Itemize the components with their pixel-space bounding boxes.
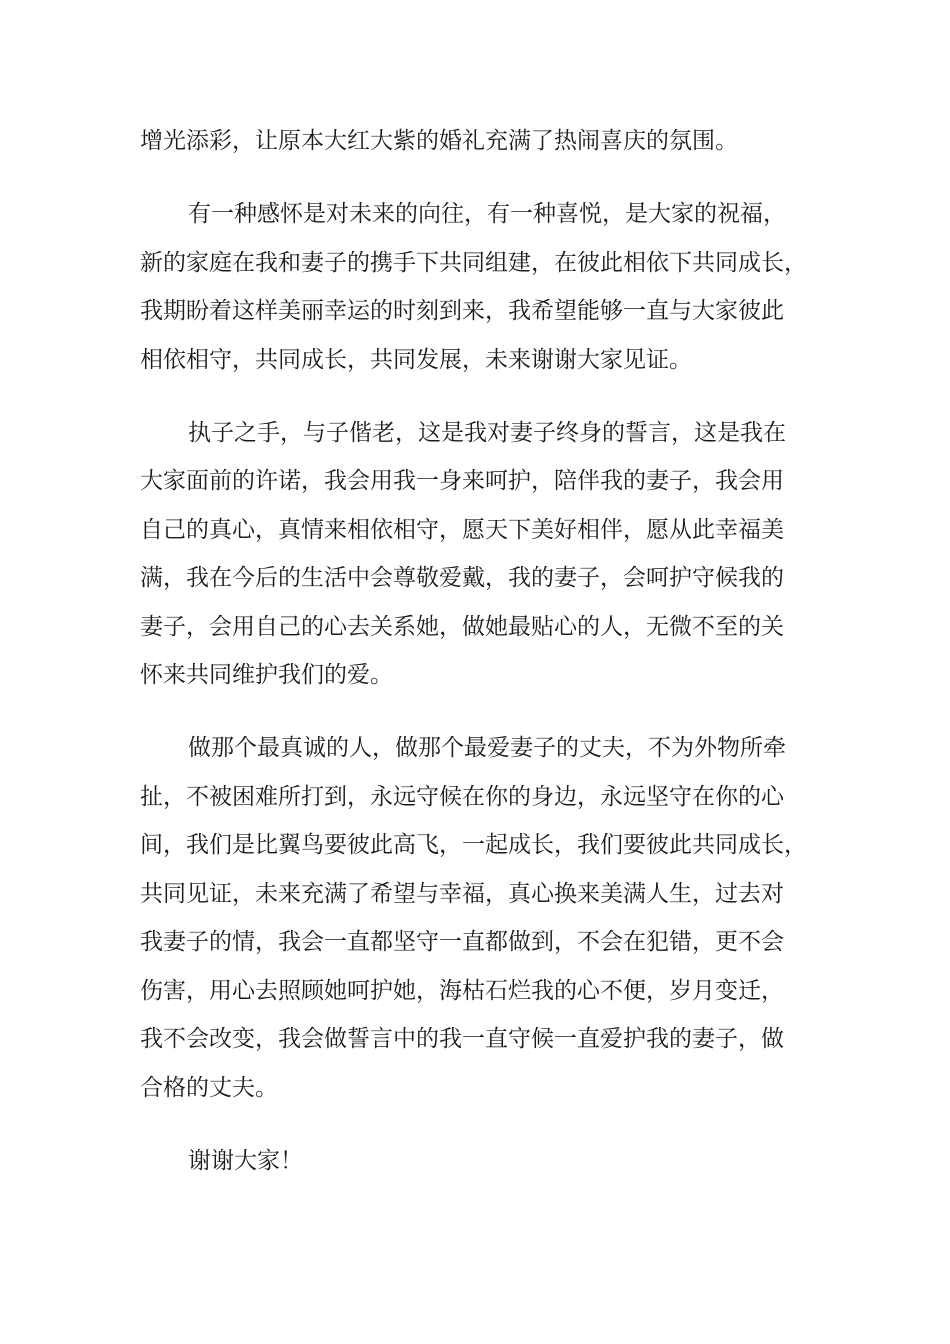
text-line: 谢谢大家！: [188, 1147, 303, 1174]
paragraph-4: [140, 724, 830, 1112]
text-line: 间，我们是比翼鸟要彼此高飞，一起成长，我们要彼此共同成长，: [140, 832, 807, 858]
document-body: [140, 117, 830, 1210]
text-line: 自己的真心，真情来相依相守，愿天下美好相伴，愿从此幸福美: [140, 516, 784, 543]
text-line: 妻子，会用自己的心去关系她，做她最贴心的人，无微不至的关: [140, 613, 784, 640]
text-line: 我妻子的情，我会一直都坚守一直都做到，不会在犯错，更不会: [140, 929, 784, 955]
text-line: 执子之手，与子偕老，这是我对妻子终身的誓言，这是我在: [188, 419, 786, 446]
text-line: 怀来共同维护我们的爱。: [140, 662, 393, 688]
text-line: 伤害，用心去照顾她呵护她，海枯石烂我的心不便，岁月变迁，: [140, 977, 784, 1004]
text-line: 新的家庭在我和妻子的携手下共同组建，在彼此相依下共同成长，: [140, 249, 807, 276]
text-line: 我期盼着这样美丽幸运的时刻到来，我希望能够一直与大家彼此: [140, 298, 784, 324]
text-line: 共同见证，未来充满了希望与幸福，真心换来美满人生，过去对: [140, 880, 784, 907]
text-line: 合格的丈夫。: [140, 1074, 278, 1101]
text-line: 增光添彩，让原本大红大紫的婚礼充满了热闹喜庆的氛围。: [140, 128, 738, 154]
paragraph-5: [140, 1137, 830, 1186]
text-line: 扯，不被困难所打到，永远守候在你的身边，永远坚守在你的心: [140, 783, 784, 810]
text-line: 相依相守，共同成长，共同发展，未来谢谢大家见证。: [140, 346, 692, 373]
text-line: 我不会改变，我会做誓言中的我一直守候一直爱护我的妻子，做: [140, 1026, 784, 1052]
text-line: 满，我在今后的生活中会尊敬爱戴，我的妻子，会呵护守候我的: [140, 565, 784, 591]
paragraph-3: [140, 409, 830, 700]
text-line: 大家面前的许诺，我会用我一身来呵护，陪伴我的妻子，我会用: [140, 468, 784, 494]
text-line: 有一种感怀是对未来的向往，有一种喜悦，是大家的祝福，: [188, 201, 786, 227]
text-line: 做那个最真诚的人，做那个最爱妻子的丈夫，不为外物所牵: [188, 735, 786, 761]
paragraph-2: [140, 190, 830, 384]
paragraph-1: [140, 117, 830, 166]
